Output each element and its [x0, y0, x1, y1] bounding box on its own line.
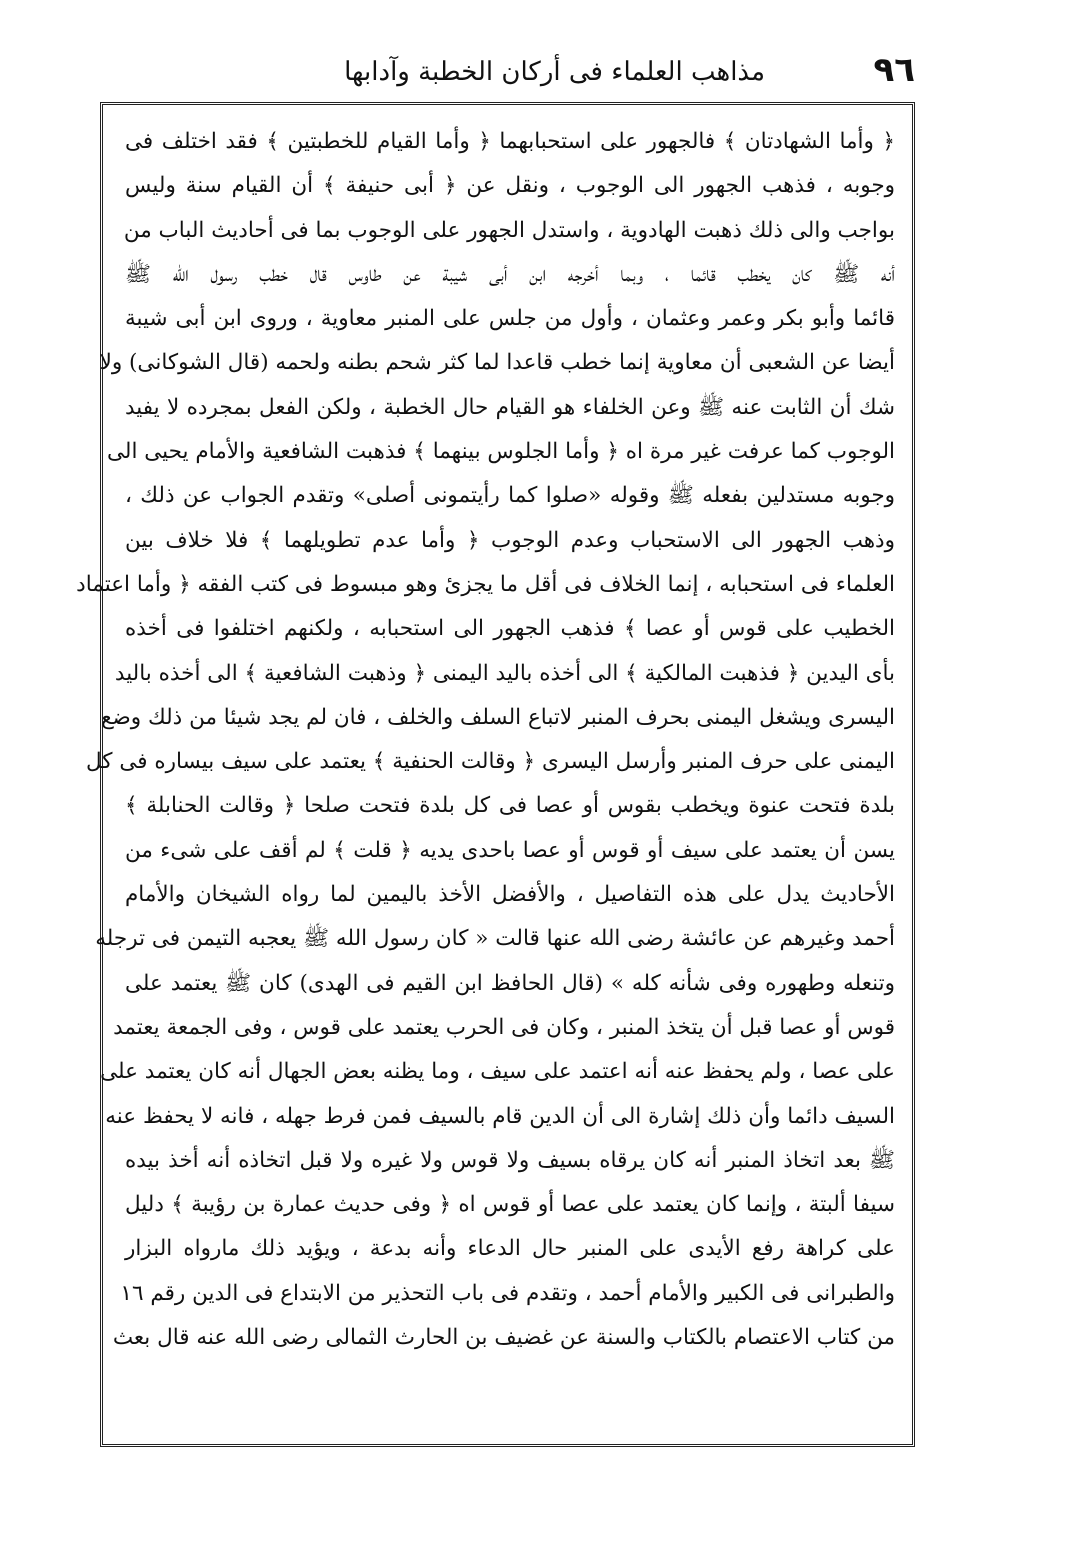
- text-line: الوجوب كما عرفت غير مرة اه ﴿ وأما الجلوس بينهما ﴾ فذهبت الشافعية والأمام يحيى الى: [106, 439, 895, 465]
- text-line: وجوبه ، فذهب الجهور الى الوجوب ، ونقل عن ﴿ أبى حنيفة ﴾ أن القيام سنة وليس: [125, 173, 895, 199]
- text-line: العلماء فى استحبابه ، إنما الخلاف فى أقل ما يجزئ وهو مبسوط فى كتب الفقه ﴿ وأما اعتماد: [76, 571, 895, 597]
- text-line: يسن أن يعتمد على سيف أو قوس أو عصا باحدى يديه ﴿ قلت ﴾ لم أقف على شىء من: [125, 837, 895, 863]
- text-line: أحمد وغيرهم عن عائشة رضى الله عنها قالت « كان رسول الله ﷺ يعجبه التيمن فى ترجله: [95, 926, 895, 952]
- text-line: شك أن الثابت عنه ﷺ وعن الخلفاء هو القيام حال الخطبة ، ولكن الفعل بمجرده لا يفيد: [125, 394, 895, 420]
- text-line: ﷺ بعد اتخاذ المنبر أنه كان يرقاه بسيف ولا قوس ولا غيره ولا قبل اتخاذه أنه أخذ بيده: [125, 1147, 895, 1173]
- text-line: قوس أو عصا قبل أن يتخذ المنبر ، وكان فى الحرب يعتمد على قوس ، وفى الجمعة يعتمد: [113, 1014, 895, 1040]
- text-line: من كتاب الاعتصام بالكتاب والسنة عن غضيف بن الحارث الثمالى رضى الله عنه قال بعث: [112, 1325, 895, 1351]
- text-line: على عصا ، ولم يحفظ عنه أنه اعتمد على سيف ، وما يظنه بعض الجهال أنه كان يعتمد على: [100, 1059, 895, 1085]
- text-line: وجوبه مستدلين بفعله ﷺ وقوله «صلوا كما رأيتمونى أصلى» وتقدم الجواب عن ذلك ،: [125, 483, 895, 509]
- text-line: أنه ﷺ كان يخطب قائما ، وبما أخرجه ابن أبى شيبة عن طاوس قال خطب رسول الله ﷺ: [125, 261, 895, 287]
- text-line: وذهب الجهور الى الاستحباب وعدم الوجوب ﴿ وأما عدم تطويلهما ﴾ فلا خلاف بين: [125, 527, 895, 553]
- text-line: اليمنى على حرف المنبر وأرسل اليسرى ﴿ وقالت الحنفية ﴾ يعتمد على سيف بيساره فى كل: [86, 749, 895, 775]
- text-line: قائما وأبو بكر وعمر وعثمان ، وأول من جلس على المنبر معاوية ، وروى ابن أبى شيبة: [125, 306, 895, 332]
- page-header: [100, 50, 915, 100]
- text-line: [125, 1360, 895, 1404]
- text-line: الخطيب على قوس أو عصا ﴾ فذهب الجهور الى استحبابه ، ولكنهم اختلفوا فى أخذه: [125, 616, 895, 642]
- text-line: أيضا عن الشعبى أن معاوية إنما خطب قاعدا لما كثر شحم بطنه ولحمه (قال الشوكانى) ولا: [99, 350, 895, 376]
- page-number: ٩٦: [873, 50, 915, 90]
- text-line: سيفا ألبتة ، وإنما كان يعتمد على عصا أو قوس اه ﴿ وفى حديث عمارة بن رؤيبة ﴾ دليل: [125, 1192, 895, 1218]
- text-line: بواجب والى ذلك ذهبت الهادوية ، واستدل الجهور على الوجوب بما فى أحاديث الباب من: [123, 217, 895, 243]
- text-line: اليسرى ويشغل اليمنى بحرف المنبر لاتباع السلف والخلف ، فان لم يجد شيئا من ذلك وضع: [101, 704, 895, 730]
- text-line: بأى اليدين ﴿ فذهبت المالكية ﴾ الى أخذه باليد اليمنى ﴿ وذهبت الشافعية ﴾ الى أخذه باليد: [114, 660, 895, 686]
- text-line: على كراهة رفع الأيدى على المنبر حال الدعاء وأنه بدعة ، ويؤيد ذلك مارواه البزار: [125, 1236, 895, 1262]
- text-line: ﴿ وأما الشهادتان ﴾ فالجهور على استحبابهما ﴿ وأما القيام للخطبتين ﴾ فقد اختلف فى: [125, 129, 895, 154]
- running-title: مذاهب العلماء فى أركان الخطبة وآدابها: [344, 57, 765, 87]
- text-line: وتنعله وطهوره وفى شأنه كله » (قال الحافظ ابن القيم فى الهدى) كان ﷺ يعتمد على: [125, 970, 895, 996]
- text-body: [76, 120, 895, 1405]
- text-line: السيف دائما وأن ذلك إشارة الى أن الدين قام بالسيف فمن فرط جهله ، فانه لا يحفظ عنه: [105, 1103, 895, 1129]
- text-line: الأحاديث يدل على هذه التفاصيل ، والأفضل الأخذ باليمين لما رواه الشيخان والأمام: [125, 882, 895, 908]
- text-line: بلدة فتحت عنوة ويخطب بقوس أو عصا فى كل بلدة فتحت صلحا ﴿ وقالت الحنابلة ﴾: [125, 793, 895, 819]
- text-line: والطبرانى فى الكبير والأمام أحمد ، وتقدم فى باب التحذير من الابتداع فى الدين رقم ١٦: [120, 1280, 895, 1306]
